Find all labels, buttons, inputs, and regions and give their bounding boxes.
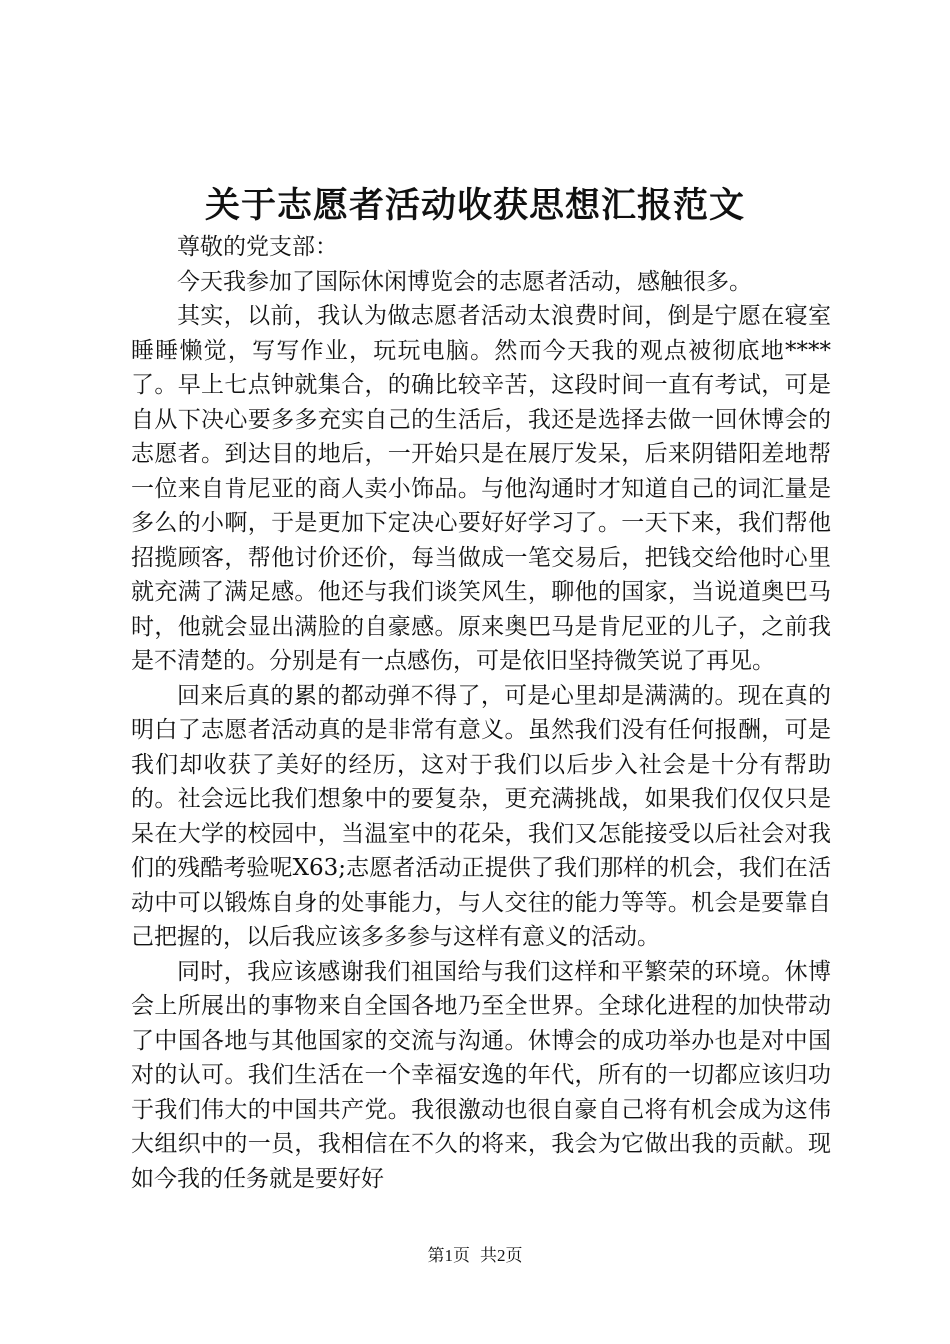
paragraph-intro: 今天我参加了国际休闲博览会的志愿者活动，感触很多。 (177, 268, 752, 295)
page-number-total: 共2页 (480, 1246, 523, 1265)
paragraph-reflection: 回来后真的累的都动弹不得了，可是心里却是满满的。现在真的明白了志愿者活动真的是非常有意义。虽然我们没有任何报酬，可是我们却收获了美好的经历，这对于我们以后步入社会是十分有帮助的。社会远比我们想象中的要复杂，更充满挑战，如果我们仅仅只是呆在大学的校园中，当温室中的花朵，我们又怎能接受以后社会对我们的残酷考验呢X63;志愿者活动正提供了我们那样的机会，我们在活动中可以锻炼自身的处事能力，与人交往的能力等等。机会是要靠自己把握的，以后我应该多多参与这样有意义的活动。 (131, 682, 831, 950)
document-title: 关于志愿者活动收获思想汇报范文 (204, 185, 745, 226)
document-body (131, 230, 831, 1196)
page-footer (0, 1244, 950, 1268)
salutation: 尊敬的党支部： (177, 234, 338, 260)
page-number-current: 第1页 (427, 1246, 470, 1265)
paragraph-gratitude: 同时，我应该感谢我们祖国给与我们这样和平繁荣的环境。休博会上所展出的事物来自全国各地乃至全世界。全球化进程的加快带动了中国各地与其他国家的交流与沟通。休博会的成功举办也是对中国对的认可。我们生活在一个幸福安逸的年代，所有的一切都应该归功于我们伟大的中国共产党。我很激动也很自豪自己将有机会成为这伟大组织中的一员，我相信在不久的将来，我会为它做出我的贡献。现如今我的任务就是要好好 (131, 958, 831, 1192)
paragraph-experience: 其实，以前，我认为做志愿者活动太浪费时间，倒是宁愿在寝室睡睡懒觉，写写作业，玩玩电脑。然而今天我的观点被彻底地****了。早上七点钟就集合，的确比较辛苦，这段时间一直有考试，可是自从下决心要多多充实自己的生活后，我还是选择去做一回休博会的志愿者。到达目的地后，一开始只是在展厅发呆，后来阴错阳差地帮一位来自肯尼亚的商人卖小饰品。与他沟通时才知道自己的词汇量是多么的小啊，于是更加下定决心要好好学习了。一天下来，我们帮他招揽顾客，帮他讨价还价，每当做成一笔交易后，把钱交给他时心里就充满了满足感。他还与我们谈笑风生，聊他的国家，当说道奥巴马时，他就会显出满脸的自豪感。原来奥巴马是肯尼亚的儿子，之前我是不清楚的。分别是有一点感伤，可是依旧坚持微笑说了再见。 (131, 303, 831, 674)
